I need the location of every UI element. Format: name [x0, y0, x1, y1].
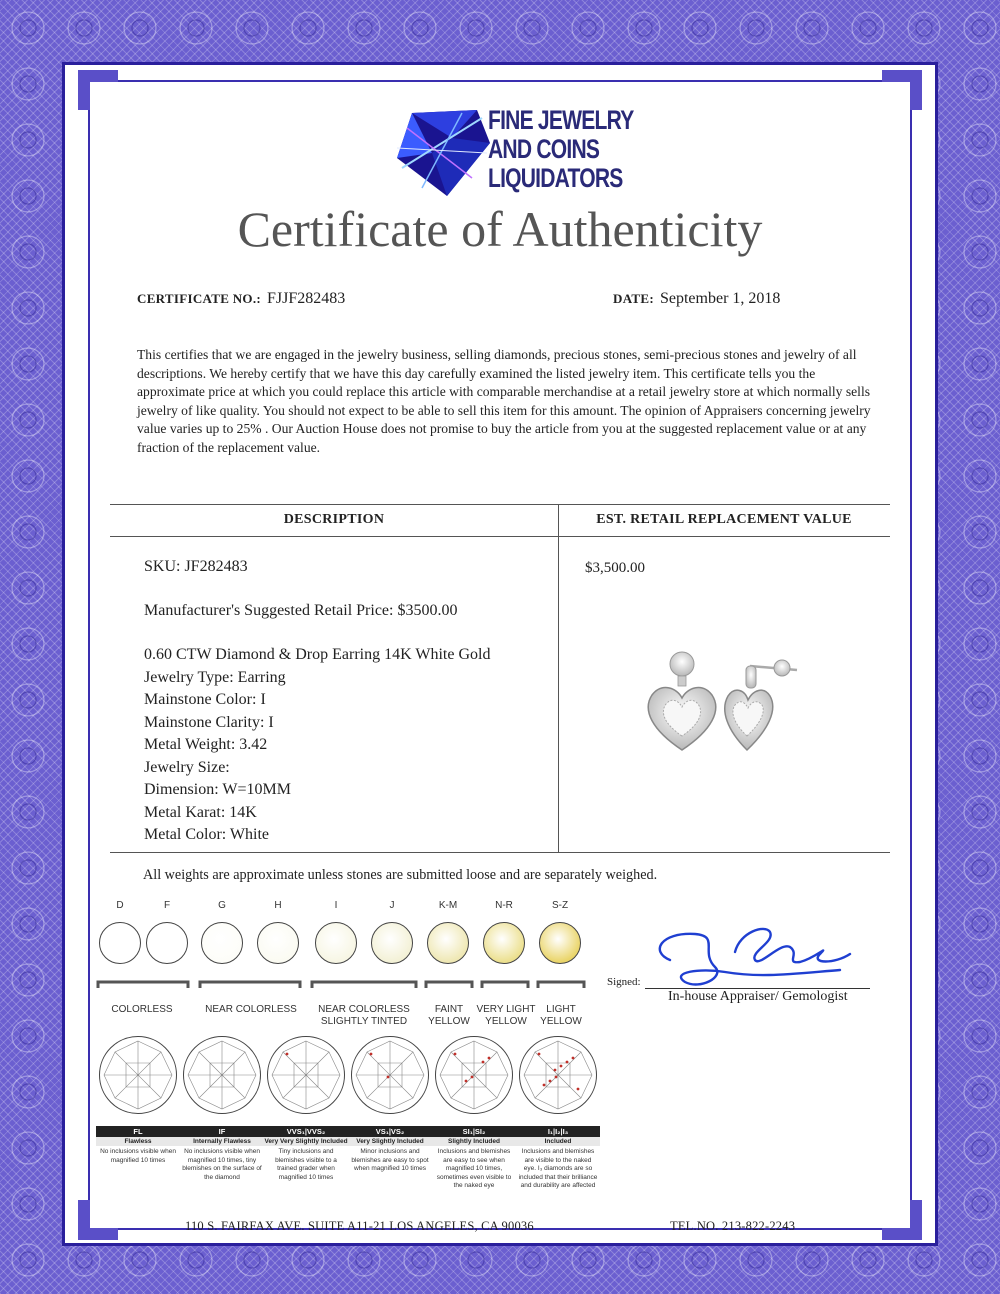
color-category-line: FAINT: [434, 1004, 464, 1015]
earring-product-image: [632, 650, 812, 760]
color-grade-label: F: [163, 900, 171, 911]
retail-value: $3,500.00: [585, 560, 645, 576]
clarity-diamond-icon: [99, 1036, 177, 1114]
color-category-line: VERY LIGHT: [476, 1004, 536, 1015]
color-category-line: NEAR COLORLESS: [318, 1004, 410, 1015]
color-category-line: YELLOW: [485, 1016, 527, 1027]
date-label: DATE:: [613, 291, 654, 306]
spec-line: Dimension: W=10MM: [144, 781, 291, 798]
clarity-diamond-icon: [351, 1036, 429, 1114]
date-value: September 1, 2018: [659, 290, 781, 307]
table-divider: [110, 852, 890, 853]
clarity-name: Very Slightly Included: [348, 1137, 432, 1146]
company-logo-text: [488, 105, 634, 193]
color-grade-label: J: [389, 900, 395, 911]
color-grade-label: N-R: [495, 900, 513, 911]
clarity-description: Inclusions and blemishes are visible to the naked eye. I₃ diamonds are so included that their brilliance and durability are affected: [518, 1148, 598, 1190]
clarity-name: Included: [516, 1137, 600, 1146]
msrp-text: Manufacturer's Suggested Retail Price: $3500.00: [144, 602, 458, 619]
clarity-code: VS₁|VS₂: [348, 1126, 432, 1137]
clarity-grade: [180, 1036, 264, 1184]
color-category-line: COLORLESS: [111, 1004, 173, 1015]
color-grade-label: I: [334, 900, 338, 911]
color-grade-diamond: [427, 922, 469, 964]
spec-line: Mainstone Color: I: [144, 691, 266, 708]
clarity-code: SI₁|SI₂: [432, 1126, 516, 1137]
clarity-diamond-icon: [435, 1036, 513, 1114]
table-divider: [110, 536, 890, 537]
clarity-diamond-icon: [183, 1036, 261, 1114]
spec-line: 0.60 CTW Diamond & Drop Earring 14K White Gold: [144, 646, 491, 663]
certificate-number-value: FJJF282483: [267, 290, 346, 307]
table-divider: [110, 504, 890, 505]
footer-telephone: TEL.NO. 213-822-2243: [670, 1219, 796, 1233]
gem-logo-icon: [392, 108, 492, 198]
table-column-divider: [558, 504, 559, 852]
color-category: [198, 1004, 304, 1016]
clarity-description: Minor inclusions and blemishes are easy to spot when magnified 10 times: [351, 1148, 429, 1173]
clarity-description: No inclusions visible when magnified 10 times: [100, 1148, 176, 1164]
color-grade-diamond: [315, 922, 357, 964]
certificate-number-label: CERTIFICATE NO.:: [137, 291, 262, 306]
retail-value-header: EST. RETAIL REPLACEMENT VALUE: [596, 512, 852, 527]
clarity-code: VVS₁|VVS₂: [264, 1126, 348, 1137]
color-grade-diamond: [371, 922, 413, 964]
spec-line: Metal Color: White: [144, 826, 270, 843]
logo-line: LIQUIDATORS: [488, 163, 623, 193]
diamond-clarity-scale: [96, 1036, 596, 1206]
color-category-line: SLIGHTLY TINTED: [320, 1016, 408, 1027]
color-grade-label: G: [218, 900, 226, 911]
spec-line: Jewelry Type: Earring: [144, 668, 286, 686]
clarity-diamond-icon: [267, 1036, 345, 1114]
certificate-title: Certificate of Authenticity: [237, 201, 763, 257]
weights-note: All weights are approximate unless stones are submitted loose and are separately weighed.: [143, 867, 658, 883]
footer-address: 110 S. FAIRFAX AVE. SUITE A11-21 LOS ANGELES, CA 90036: [185, 1219, 534, 1233]
clarity-description: No inclusions visible when magnified 10 times, tiny blemishes on the surface of the diamond: [182, 1148, 262, 1181]
certificate-number: [137, 290, 345, 308]
appraiser-title: In-house Appraiser/ Gemologist: [668, 989, 848, 1004]
clarity-grade: [96, 1036, 180, 1167]
color-category: [424, 1004, 474, 1028]
color-category: [536, 1004, 586, 1028]
clarity-diamond-icon: [519, 1036, 597, 1114]
color-category: [96, 1004, 188, 1016]
color-category-line: NEAR COLORLESS: [205, 1004, 297, 1015]
description-header: DESCRIPTION: [283, 512, 385, 527]
color-grade-diamond: [257, 922, 299, 964]
clarity-name: Very Very Slightly Included: [264, 1138, 348, 1145]
color-grade-label: S-Z: [551, 900, 569, 911]
color-grade-diamond: [146, 922, 188, 964]
color-category-line: LIGHT: [546, 1004, 576, 1015]
spec-line: Mainstone Clarity: I: [144, 713, 274, 731]
spec-line: Metal Karat: 14K: [144, 803, 257, 821]
color-grade-diamond: [99, 922, 141, 964]
signed-label: Signed:: [607, 976, 641, 988]
clarity-code: FL: [96, 1126, 180, 1137]
item-specs: [144, 644, 490, 847]
color-grade-label: D: [116, 900, 124, 911]
clarity-grade: [348, 1036, 432, 1176]
color-grade-diamond: [539, 922, 581, 964]
color-category: [310, 1004, 418, 1028]
color-category: [476, 1004, 536, 1028]
color-grade-diamond: [483, 922, 525, 964]
color-scale-brackets: [96, 978, 596, 992]
clarity-grade: [432, 1036, 516, 1193]
clarity-code: IF: [180, 1126, 264, 1137]
clarity-description: Tiny inclusions and blemishes visible to a trained grader when magnified 10 times: [275, 1148, 337, 1181]
clarity-grade: [264, 1036, 348, 1184]
clarity-name: Internally Flawless: [180, 1137, 264, 1146]
diamond-color-scale: [96, 900, 596, 1040]
clarity-grade: [516, 1036, 600, 1193]
color-category-line: YELLOW: [540, 1016, 582, 1027]
clarity-description: Inclusions and blemishes are easy to see when magnified 10 times, sometimes even visible to the naked eye: [436, 1148, 512, 1190]
spec-line: Metal Weight: 3.42: [144, 736, 268, 753]
handwritten-signature: [640, 912, 870, 992]
clarity-name: Flawless: [96, 1137, 180, 1146]
certificate-date: [613, 290, 780, 308]
logo-line: AND COINS: [488, 134, 600, 164]
color-grade-label: K-M: [438, 900, 458, 911]
clarity-code: I₁|I₂|I₃: [516, 1126, 600, 1137]
sku-text: SKU: JF282483: [144, 558, 248, 575]
color-category-line: YELLOW: [428, 1016, 470, 1027]
certification-statement: This certifies that we are engaged in the jewelry business, selling diamonds, precious stones, semi-precious stones and jewelry of all descriptions. We hereby certify that we have this day carefully examined the listed jewelry item. This certificate tells you the approximate price at which you could replace this article with comparable merchandise at a retail jewelry store at which normally sells jewelry of like quality. You should not expect to be able to sell this item for this amount. The opinion of Appraisers concerning jewelry value varies up to 25% . Our Auction House does not promise to buy the article from you at the suggested replacement value or at any fraction of the replacement value.: [137, 347, 871, 455]
color-grade-label: H: [274, 900, 282, 911]
color-grade-diamond: [201, 922, 243, 964]
clarity-name: Slightly Included: [432, 1137, 516, 1146]
logo-line: FINE JEWELRY: [488, 105, 634, 135]
spec-line: Jewelry Size:: [144, 758, 230, 776]
